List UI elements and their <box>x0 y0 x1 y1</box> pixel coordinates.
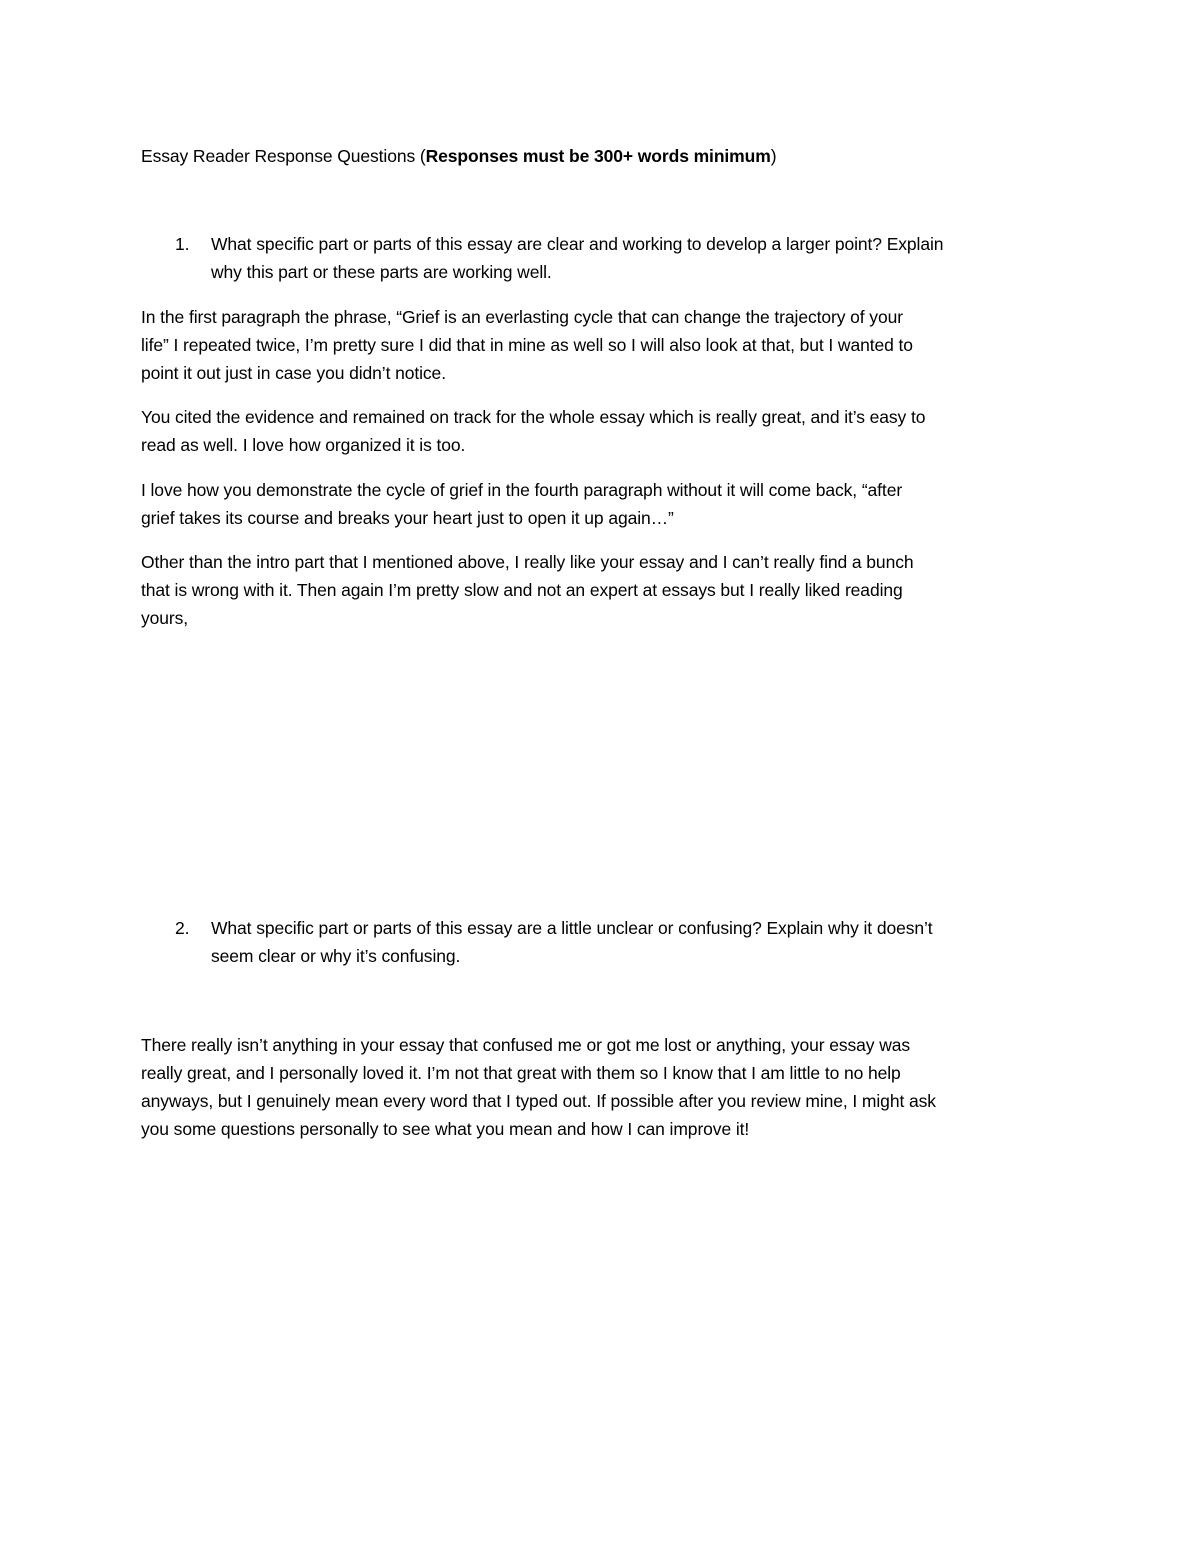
question-1-line: What specific part or parts of this essay are clear and working to develop a larger point? Explain <box>211 234 944 254</box>
paragraph-line: anyways, but I genuinely mean every word that I typed out. If possible after you review mine, I might ask <box>141 1091 936 1111</box>
title-requirement: Responses must be 300+ words minimum <box>425 146 771 166</box>
paragraph-line: yours, <box>141 608 189 628</box>
paragraph-line: that is wrong with it. Then again I’m pretty slow and not an expert at essays but I really liked reading <box>141 580 903 600</box>
answer-1-paragraph-1 <box>141 303 913 387</box>
paragraph-line: I love how you demonstrate the cycle of grief in the fourth paragraph without it will come back, “after <box>141 480 903 500</box>
question-2-number: 2. <box>175 918 190 938</box>
question-1-line: why this part or these parts are working well. <box>211 262 552 282</box>
paragraph-line: life” I repeated twice, I’m pretty sure I did that in mine as well so I will also look at that, but I wanted to <box>141 335 913 355</box>
answer-1-paragraph-4 <box>141 548 913 632</box>
paragraph-line: grief takes its course and breaks your heart just to open it up again…” <box>141 508 674 528</box>
paragraph-line: In the first paragraph the phrase, “Grief is an everlasting cycle that can change the trajectory of your <box>141 307 903 327</box>
question-2-line: seem clear or why it’s confusing. <box>211 946 461 966</box>
answer-1-paragraph-2 <box>141 403 925 459</box>
question-1-number: 1. <box>175 234 190 254</box>
question-2-text <box>211 914 933 970</box>
paragraph-line: you some questions personally to see what you mean and how I can improve it! <box>141 1119 750 1139</box>
answer-1-paragraph-3 <box>141 476 902 532</box>
paragraph-line: point it out just in case you didn’t notice. <box>141 363 446 383</box>
paragraph-line: Other than the intro part that I mentioned above, I really like your essay and I can’t really find a bunch <box>141 552 914 572</box>
answer-2-paragraph-1 <box>141 1031 936 1143</box>
question-1-text <box>211 230 943 286</box>
title-suffix: ) <box>770 146 777 166</box>
paragraph-line: read as well. I love how organized it is too. <box>141 435 466 455</box>
paragraph-line: There really isn’t anything in your essay that confused me or got me lost or anything, your essay was <box>141 1035 911 1055</box>
document-title <box>141 142 776 170</box>
paragraph-line: really great, and I personally loved it. I’m not that great with them so I know that I am little to no help <box>141 1063 901 1083</box>
title-prefix: Essay Reader Response Questions ( <box>141 146 426 166</box>
question-2-line: What specific part or parts of this essay are a little unclear or confusing? Explain why it doesn’t <box>211 918 933 938</box>
paragraph-line: You cited the evidence and remained on track for the whole essay which is really great, and it’s easy to <box>141 407 926 427</box>
